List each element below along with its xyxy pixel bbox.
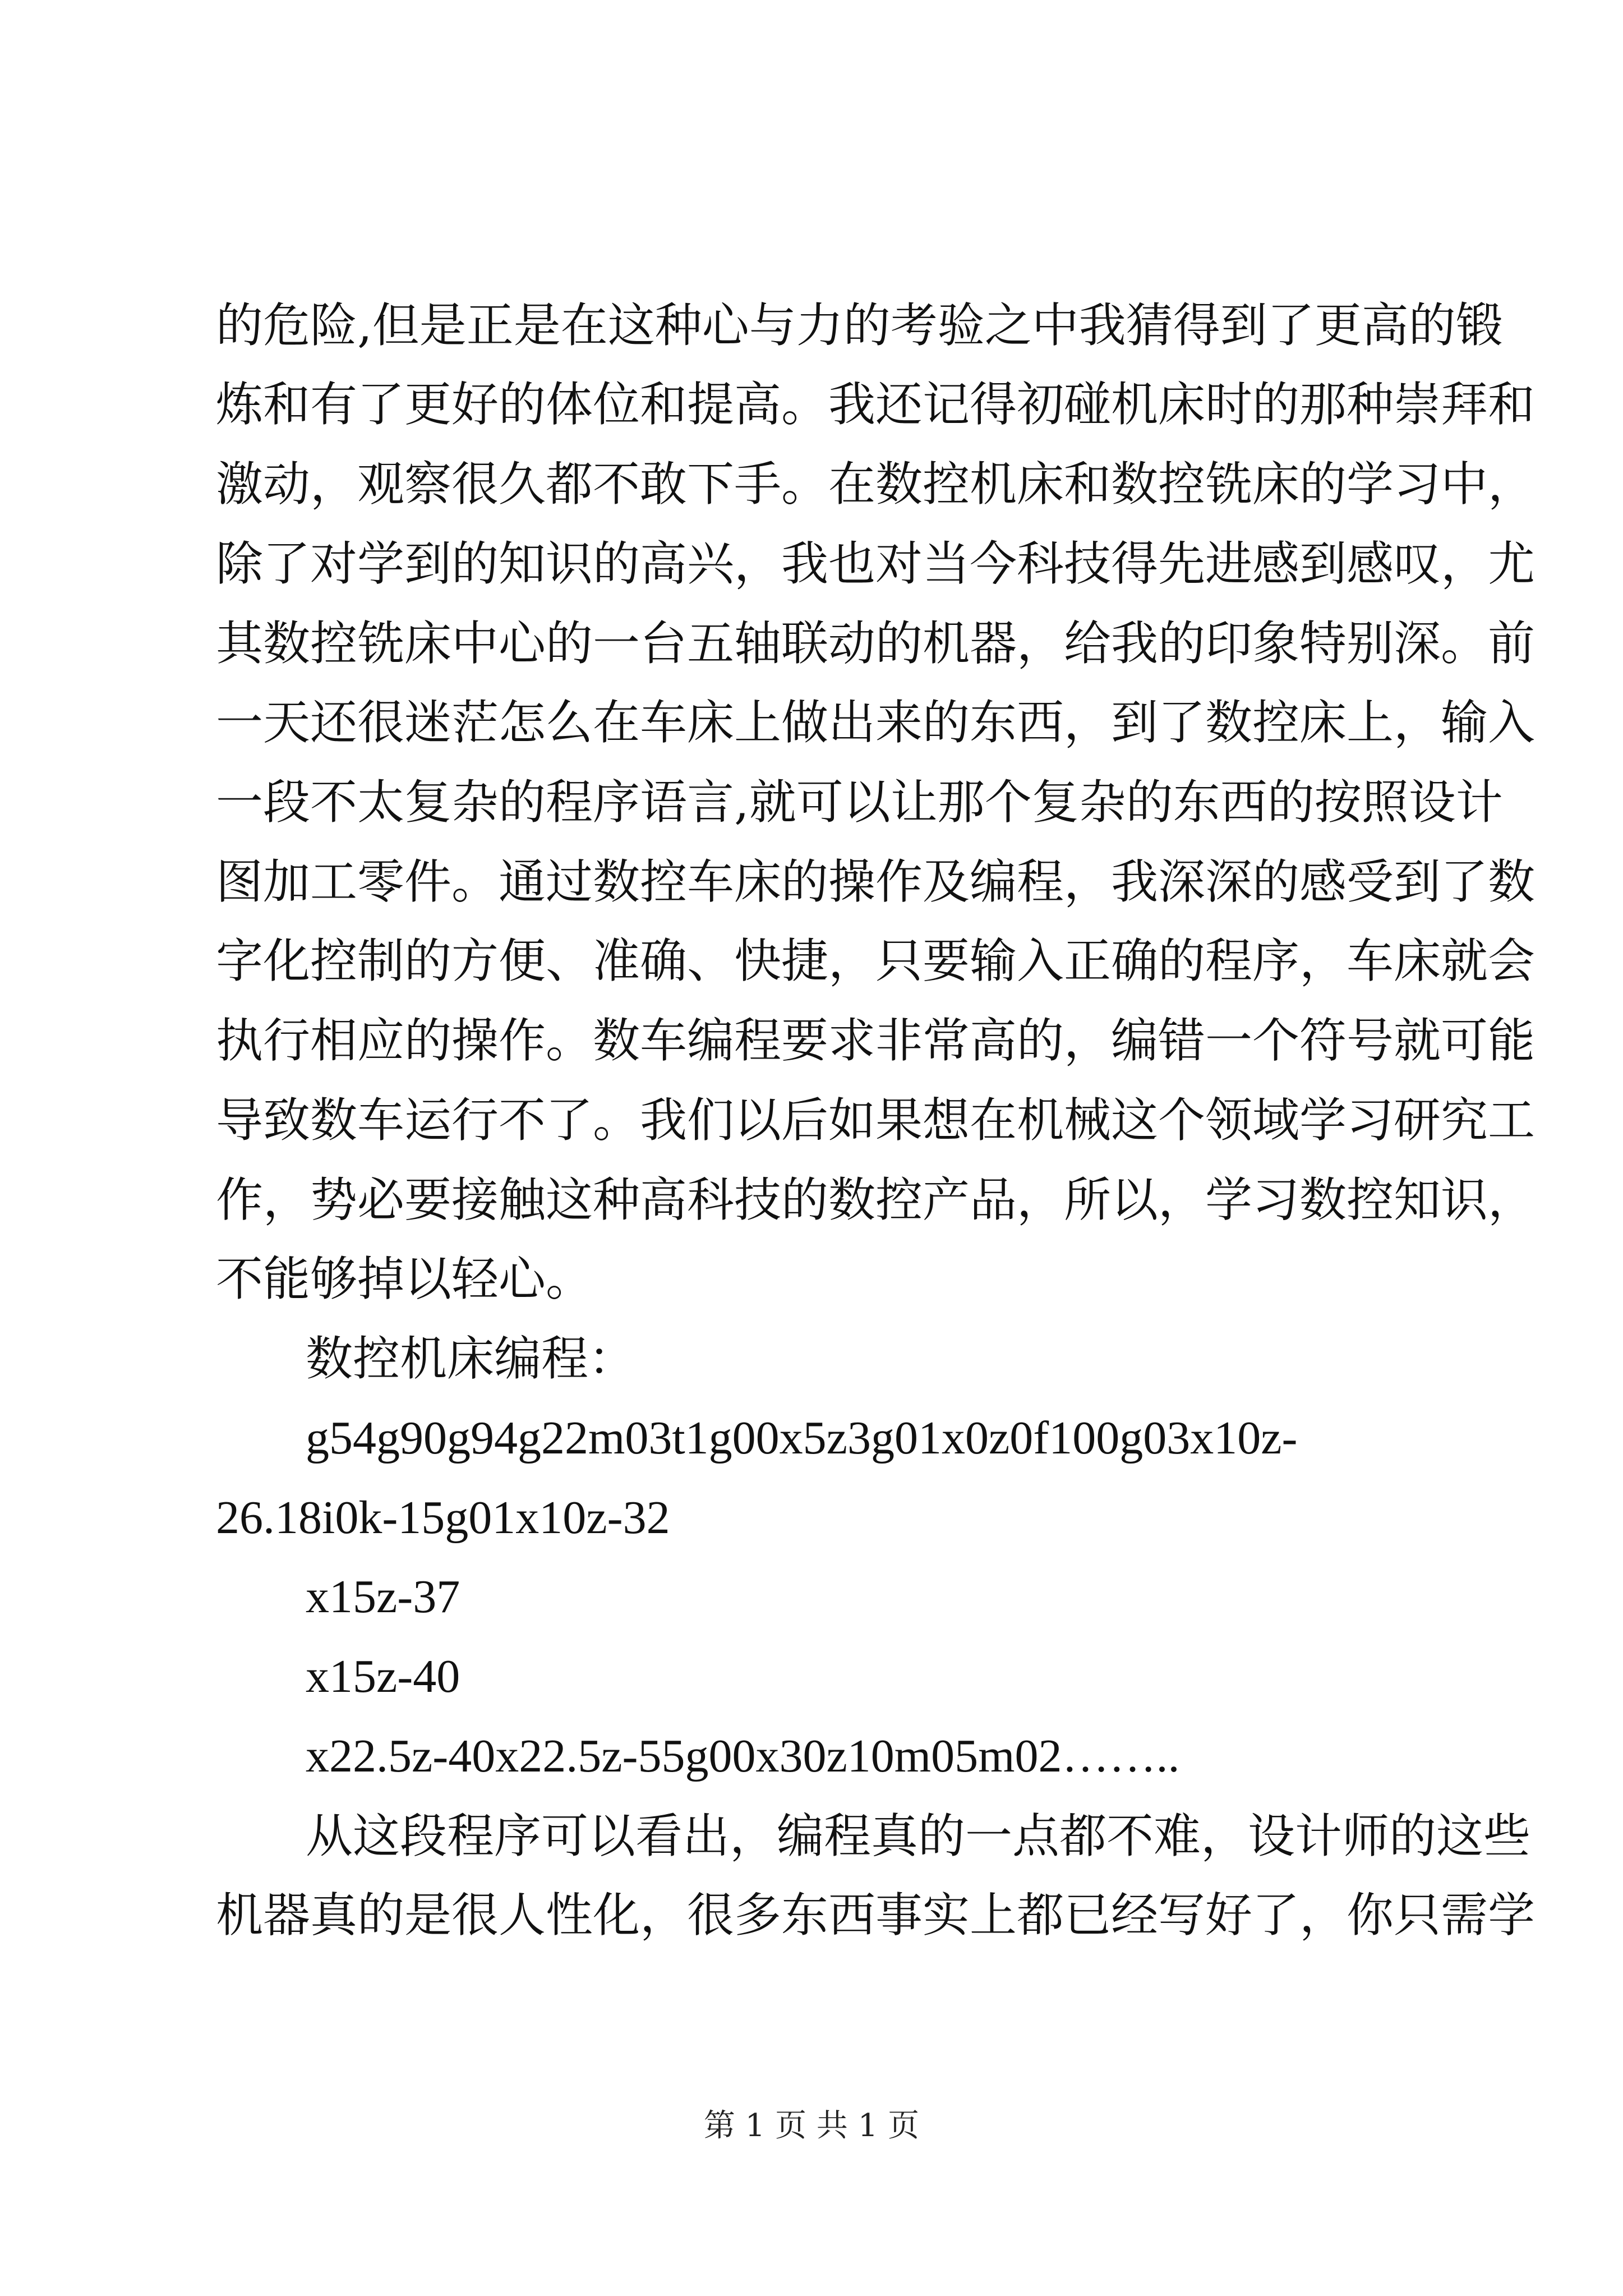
body-text-line-2: 炼和有了更好的体位和提高。我还记得初碰机床时的那种崇拜和 bbox=[216, 377, 1536, 432]
code-line-4: x15z-40 bbox=[306, 1650, 460, 1703]
body-text-line-1: 的危险,但是正是在这种心与力的考验之中我猜得到了更高的锻 bbox=[216, 298, 1503, 353]
body-text-line-12: 作，势必要接触这种高科技的数控产品，所以，学习数控知识， bbox=[216, 1172, 1536, 1227]
body-text-line-14: 从这段程序可以看出，编程真的一点都不难，设计师的这些 bbox=[306, 1809, 1531, 1864]
body-text-line-4: 除了对学到的知识的高兴，我也对当今科技得先进感到感叹，尤 bbox=[216, 536, 1536, 591]
code-line-5: x22.5z-40x22.5z-55g00x30z10m05m02…….. bbox=[306, 1730, 1180, 1782]
code-line-2: 26.18i0k-15g01x10z-32 bbox=[216, 1492, 670, 1544]
code-line-3: x15z-37 bbox=[306, 1571, 460, 1623]
body-text-line-13: 不能够掉以轻心。 bbox=[216, 1251, 593, 1306]
body-text-line-8: 图加工零件。通过数控车床的操作及编程，我深深的感受到了数 bbox=[216, 854, 1536, 909]
body-text-line-7: 一段不太复杂的程序语言,就可以让那个复杂的东西的按照设计 bbox=[216, 775, 1503, 830]
section-heading: 数控机床编程： bbox=[306, 1331, 636, 1386]
body-text-line-3: 激动，观察很久都不敢下手。在数控机床和数控铣床的学习中， bbox=[216, 457, 1536, 512]
body-text-line-9: 字化控制的方便、准确、快捷，只要输入正确的程序，车床就会 bbox=[216, 933, 1536, 988]
body-text-line-6: 一天还很迷茫怎么在车床上做出来的东西，到了数控床上，输入 bbox=[216, 695, 1536, 750]
body-text-line-11: 导致数车运行不了。我们以后如果想在机械这个领域学习研究工 bbox=[216, 1093, 1536, 1148]
body-text-line-10: 执行相应的操作。数车编程要求非常高的，编错一个符号就可能 bbox=[216, 1013, 1536, 1068]
body-text-line-5: 其数控铣床中心的一台五轴联动的机器，给我的印象特别深。前 bbox=[216, 616, 1536, 671]
code-line-1: g54g90g94g22m03t1g00x5z3g01x0z0f100g03x10z- bbox=[306, 1412, 1298, 1464]
page-footer: 第 1 页 共 1 页 bbox=[703, 2108, 920, 2144]
body-text-line-15: 机器真的是很人性化，很多东西事实上都已经写好了，你只需学 bbox=[216, 1888, 1536, 1943]
